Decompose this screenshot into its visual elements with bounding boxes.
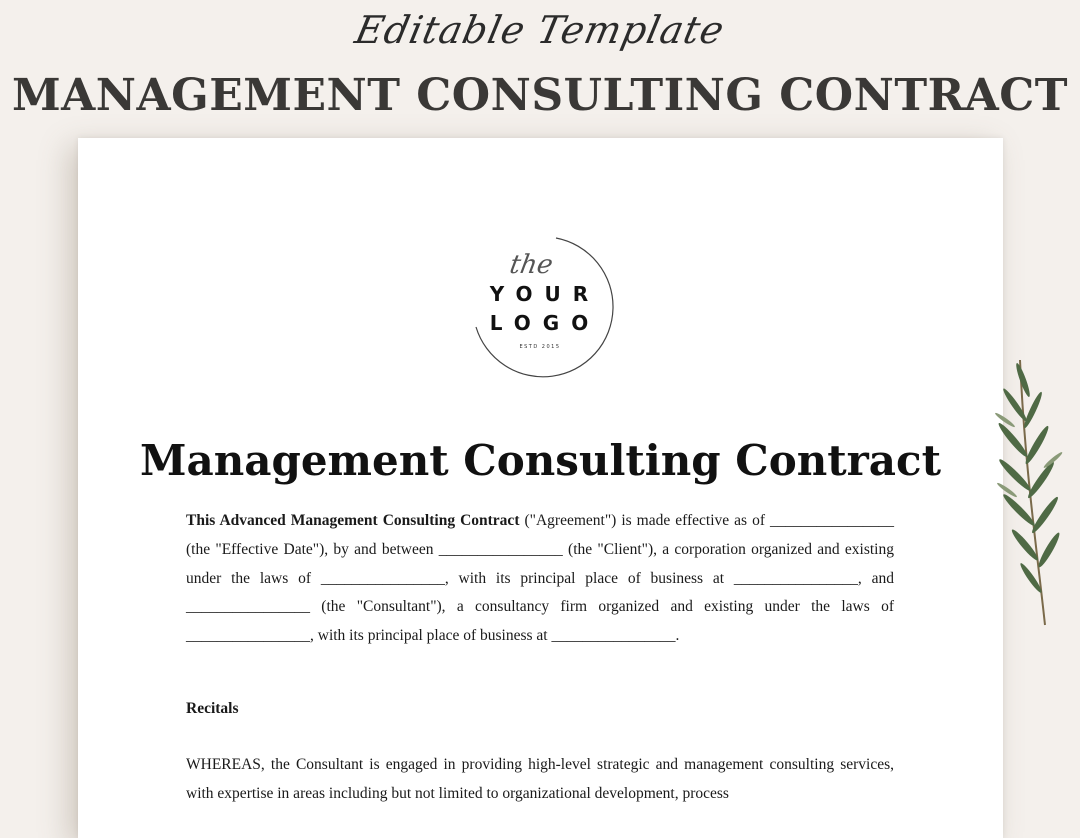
banner-script-heading: Editable Template (351, 8, 729, 52)
recitals-heading: Recitals (186, 700, 239, 717)
intro-paragraph (186, 507, 894, 651)
intro-bold-text: This Advanced Management Consulting Contract (186, 512, 520, 529)
logo-line-logo: LOGO (489, 311, 601, 335)
logo-script-text: the (507, 250, 556, 280)
logo-line-your: YOUR (489, 282, 601, 306)
rosemary-sprig-icon (975, 350, 1080, 630)
whereas-paragraph: WHEREAS, the Consultant is engaged in providing high-level strategic and management consulting services, with expertise in areas including but not limited to organizational development, process (186, 756, 894, 802)
intro-text: ("Agreement") is made effective as of ________________ (the "Effective Date"), by and between ________________ (the "Client"), a corporation organized and existing under the laws of ________________, with its principal place of business at ________________, and ________________ (the "Consultant"), a consultancy firm organized and existing under the laws of ________________, with its principal place of business at ________________. (186, 512, 894, 645)
document-title: Management Consulting Contract (140, 436, 941, 485)
logo-estd: ESTD 2015 (519, 344, 561, 350)
logo-placeholder (466, 232, 614, 388)
banner-title: MANAGEMENT CONSULTING CONTRACT (11, 70, 1069, 121)
